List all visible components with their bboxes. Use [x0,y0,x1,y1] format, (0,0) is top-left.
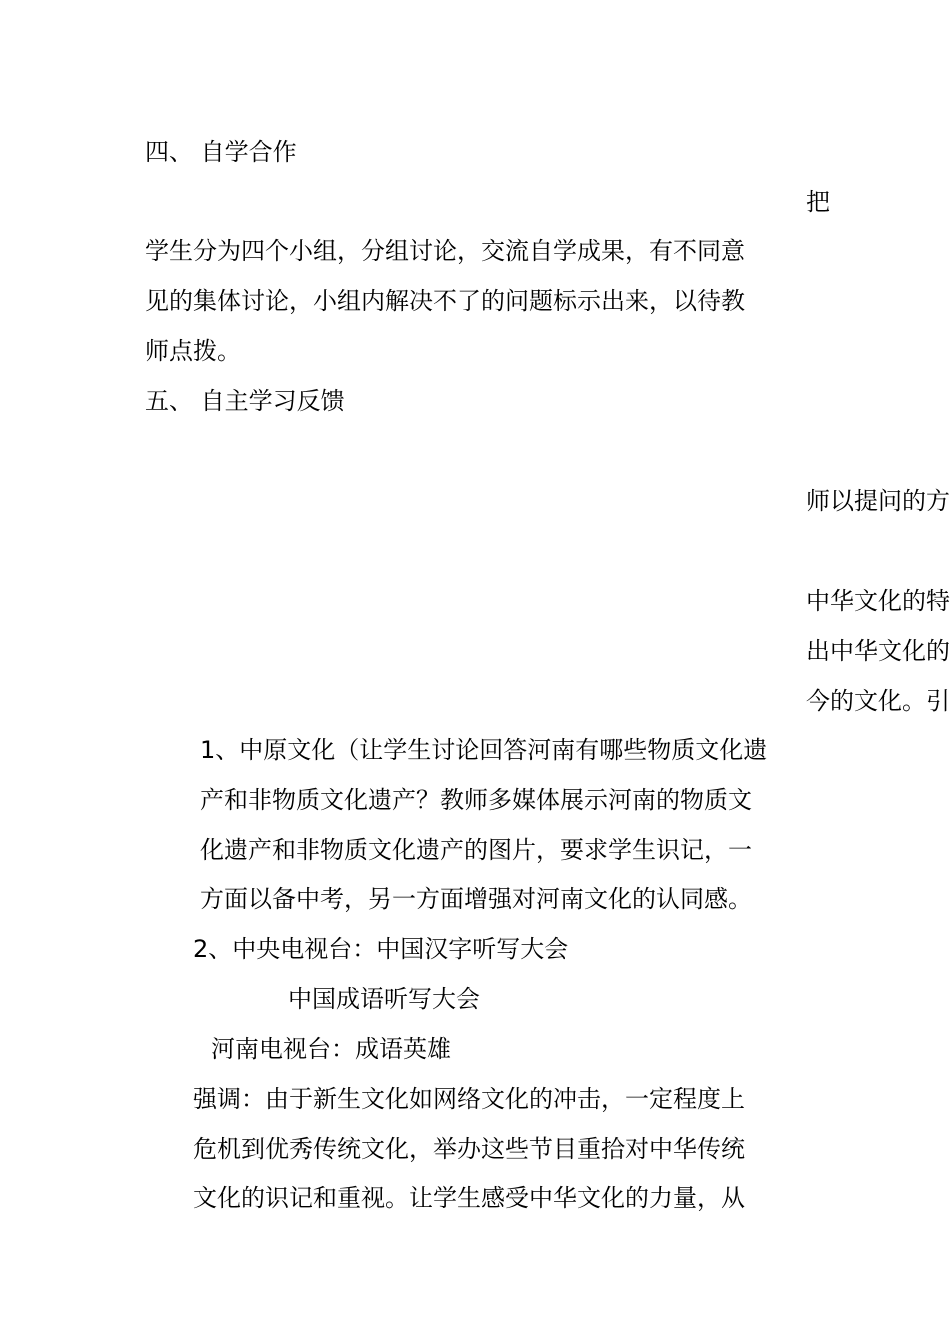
item-one-line: 化遗产和非物质文化遗产的图片，要求学生识记，一 [200,836,752,864]
item-two-line: 河南电视台：成语英雄 [211,1035,451,1063]
right-column-text: 把 [806,188,830,216]
emphasis-line: 强调：由于新生文化如网络文化的冲击，一定程度上 [193,1085,745,1113]
section-five-heading: 五、 自主学习反馈 [145,387,345,415]
section-four-heading: 四、 自学合作 [145,138,297,166]
emphasis-line: 危机到优秀传统文化，举办这些节目重拾对中华传统 [193,1135,745,1163]
item-one-line: 方面以备中考，另一方面增强对河南文化的认同感。 [200,885,752,913]
right-column-text: 中华文化的特 [806,587,950,615]
item-two-line: 中国成语听写大会 [288,985,480,1013]
item-one-line: 产和非物质文化遗产？教师多媒体展示河南的物质文 [200,786,752,814]
right-column-text: 今的文化。引 [806,687,950,715]
right-column-text: 出中华文化的 [806,637,950,665]
paragraph-line: 学生分为四个小组，分组讨论，交流自学成果，有不同意 [145,237,745,265]
paragraph-line: 师点拨。 [145,337,241,365]
right-column-text: 师以提问的方 [806,487,950,515]
item-one-line: 1、中原文化（让学生讨论回答河南有哪些物质文化遗 [200,736,768,764]
paragraph-line: 见的集体讨论，小组内解决不了的问题标示出来，以待教 [145,287,745,315]
emphasis-line: 文化的识记和重视。让学生感受中华文化的力量，从 [193,1184,745,1212]
item-two-line: 2、中央电视台：中国汉字听写大会 [193,935,569,963]
